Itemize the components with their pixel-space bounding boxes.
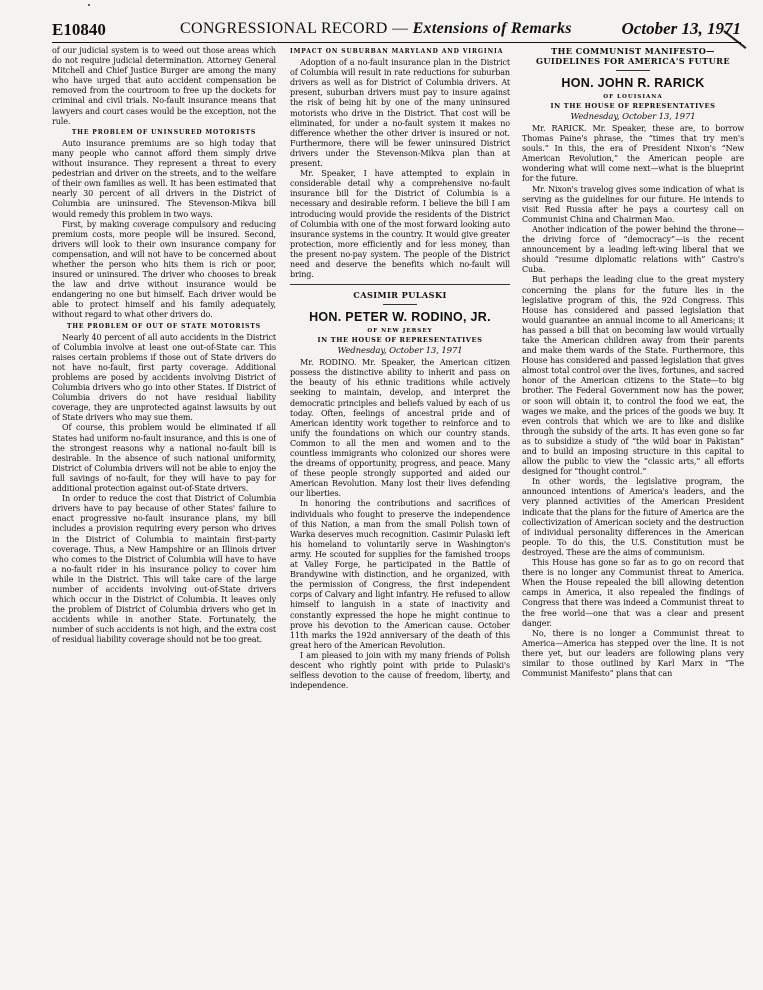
paragraph: In order to reduce the cost that District of Columbia drivers have to pay because of other States' failure to enact progressive no-fault insurance plans, my bill includes a provision requiring every person who drives in the District of Columbia to maintain first-party coverage. Thus, a New Hampshire or an Illinois driver who comes to the District of Columbia will have to have a no-fault rider in his insurance policy to cover him while in the District. This will take care of the large number of accidents involving out-of-State drivers which occur in the District of Columbia. It leaves only the problem of District of Columbia drivers who get in accidents while in another State. Fortunately, the number of such accidents is not high, and the extra cost of residual liability coverage should not be too great. <box>52 494 276 645</box>
paragraph: Auto insurance premiums are so high today that many people who cannot afford them simply drive without insurance. They represent a threat to every pedestrian and driver on the streets, and to the welfare of their own families as well. It has been estimated that nearly 30 percent of all drivers in the District of Columbia are uninsured. The Stevenson-Mikva bill would remedy this problem in two ways. <box>52 138 276 219</box>
speaker-name: HON. JOHN R. RARICK <box>561 76 705 90</box>
divider <box>616 70 650 71</box>
paragraph: of our judicial system is to weed out those areas which do not require judicial determination. Attorney General Mitchell and Chief Justice Burger are among the many who have urged that auto accident compensation be removed from the courtroom to free up the dockets for criminal and civil trials. No-fault insurance means that lawyers and court cases would be the exception, not the rule. <box>52 46 276 126</box>
speaker-name: HON. PETER W. RODINO, JR. <box>309 310 491 325</box>
publication-name: CONGRESSIONAL RECORD <box>180 20 388 37</box>
subheading: IMPACT ON SUBURBAN MARYLAND AND VIRGINIA <box>290 48 504 55</box>
column-1 <box>52 46 276 978</box>
paragraph: Mr. RARICK. Mr. Speaker, these are, to borrow Thomas Paine's phrase, the “times that try men's souls.” In this, the era of President Nixon's “New American Revolution,” the American people are wondering what will come next—what is the blueprint for the future. <box>522 124 744 184</box>
speaker-state: OF LOUISIANA <box>603 94 663 100</box>
page-header <box>52 14 741 43</box>
publication-title: CONGRESSIONAL RECORD — Extensions of Remarks <box>180 20 572 37</box>
article-title-manifesto: THE COMMUNIST MANIFESTO— GUIDELINES FOR AMERICA'S FUTURE <box>535 46 731 66</box>
paragraph: I am pleased to join with my many friends of Polish descent who rightly point with pride to Pulaski's selfless devotion to the cause of freedom, liberty, and independence. <box>290 650 510 691</box>
paragraph: This House has gone so far as to go on record that there is no longer any Communist threat to America. When the House repealed the bill allowing detention camps in America, it also repealed the findings of Congress that there was indeed a Communist threat to the free world—one that was a clear and present danger. <box>522 558 744 628</box>
subheading: THE PROBLEM OF OUT OF STATE MOTORISTS <box>67 322 261 330</box>
chamber-line: IN THE HOUSE OF REPRESENTATIVES <box>550 102 716 110</box>
divider <box>383 304 417 305</box>
subheading: THE PROBLEM OF UNINSURED MOTORISTS <box>71 128 257 136</box>
paragraph: But perhaps the leading clue to the great mystery concerning the plans for the future lies in the legislative program of this, the 92d Congress. This House has considered and passed legislation that would guarantee an annual income to all Americans; it has passed a bill that on becoming law would virtually take the American children away from their parents and make them wards of the State. Furthermore, this House has considered and passed legislation that gives almost total control over the lives, fortunes, and sacred honor of the American citizens to the State—to big brother. The Federal Government now has the power, or soon will obtain it, to control the food we eat, the wages we make, and the prices of the goods we buy. It even controls that which we are to like and dislike through the subsidy of the arts. It has even gone so far as to subsidize a study of “the wild boar in Pakistan” and to build an imposing structure in this capital to allow the public to view the “classic arts,” all efforts designed for “thought control.” <box>522 275 744 477</box>
paragraph: First, by making coverage compulsory and reducing premium costs, more people will be insured. Second, drivers will look to their own insurance company for compensation, and will not have to be concerned about whether the person who hits them is rich or poor, insured or uninsured. The driver who chooses to break the law and drive without insurance would be endangering no one but himself. Each driver would be able to protect himself and his family adequately, without regard to what other drivers do. <box>52 219 276 320</box>
column-2 <box>290 46 510 978</box>
paragraph: Adoption of a no-fault insurance plan in the District of Columbia will result in rate reductions for suburban drivers as well as for District of Columbia drivers. At present, suburban drivers must pay to insure against the risk of being hit by one of the many uninsured motorists who drive in the District. That cost will be eliminated, for under a no-fault system it makes no difference whether the other driver is insured or not. Furthermore, there will be fewer uninsured District drivers under the Stevenson-Mikva plan than at present. <box>290 58 510 169</box>
page-number: E10840 <box>52 20 106 39</box>
paragraph: Mr. Nixon's travelog gives some indication of what is serving as the guidelines for our future. He intends to visit Red Russia after he pays a courtesy call on Communist China and Chairman Mao. <box>522 184 744 224</box>
paragraph: Nearly 40 percent of all auto accidents in the District of Columbia involve at least one out-of-State car. This raises certain problems if those out of State drivers do not have no-fault, first party coverage. Additional problems are posed by accidents involving District of Columbia drivers who go into other States. If District of Columbia drivers do not have residual liability coverage, they are unprotected against lawsuits by out of State drivers who may sue them. <box>52 332 276 423</box>
paragraph: In other words, the legislative program, the announced intentions of America's leaders, and the very planned activities of the American President indicate that the plans for the future of America are the collectivization of American society and the destruction of individual personality differences in the American people. To do this, the U.S. Constitution must be destroyed. These are the aims of communism. <box>522 477 744 557</box>
session-date: Wednesday, October 13, 1971 <box>570 112 696 122</box>
paragraph: Mr. Speaker, I have attempted to explain in considerable detail why a comprehensive no-fault insurance bill for the District of Columbia is a necessary and desirable reform. I believe the bill I am introducing would provide the residents of the District of Columbia with one of the most forward looking auto insurance systems in the country. It would give greater protection, more efficiently and for less money, than the present no-pay system. The people of the District need and deserve the benefits which no-fault will bring. <box>290 169 510 280</box>
paragraph: Another indication of the power behind the throne—the driving force of “democracy”—is the recent announcement by a leading left-wing liberal that we should “resume diplomatic relations with” Castro's Cuba. <box>522 224 744 275</box>
article-title-pulaski: CASIMIR PULASKI <box>353 290 447 301</box>
paragraph: In honoring the contributions and sacrifices of individuals who fought to preserve the independence of this Nation, a man from the small Polish town of Warka deserves much recognition. Casimir Pulaski left his homeland to voluntarily serve in Washington's army. He scouted for supplies for the famished troops at Valley Forge, he participated in the Battle of Brandywine with distinction, and he organized, with the permission of Congress, the first independent corps of Calvary and light infantry. He refused to allow himself to languish in a state of inactivity and constantly expressed the hope he might continue to prove his devotion to the American cause. October 11th marks the 192d anniversary of the death of this great hero of the American Revolution. <box>290 499 510 650</box>
divider <box>290 284 510 285</box>
paragraph: Of course, this problem would be eliminated if all States had uniform no-fault insurance, and this is one of the strongest reasons why a national no-fault bill is desirable. In the absence of such national uniformity, District of Columbia drivers will not be able to enjoy the full savings of no-fault, for they will have to pay for additional protection against out-of-State drivers. <box>52 423 276 494</box>
speaker-state: OF NEW JERSEY <box>367 328 433 335</box>
session-date: Wednesday, October 13, 1971 <box>337 346 463 357</box>
column-3 <box>522 46 744 978</box>
paragraph: No, there is no longer a Communist threat to America—America has stepped over the line. It is not there yet, but our leaders are following plans very similar to those outlined by Karl Marx in “The Communist Manifesto” plans that can <box>522 628 744 679</box>
chamber-line: IN THE HOUSE OF REPRESENTATIVES <box>317 336 483 345</box>
paragraph: Mr. RODINO. Mr. Speaker, the American citizen possess the distinctive ability to inherit and pass on the beauty of his ethnic traditions while actively seeking to maintain, develop, and interpret the democratic principles and beliefs valued by each of us today. Often, feelings of ancestral pride and of American identity work together to reinforce and to unify the foundations on which our country stands. Common to all the men and women and to the countless immigrants who colonized our shores were the dreams of opportunity, progress, and peace. Many of these people strongly supported and aided our American Revolution. Many lost their lives defending our liberties. <box>290 358 510 499</box>
section-name: Extensions of Remarks <box>412 20 572 37</box>
speck <box>88 4 90 6</box>
header-date: October 13, 1971 <box>621 19 741 38</box>
